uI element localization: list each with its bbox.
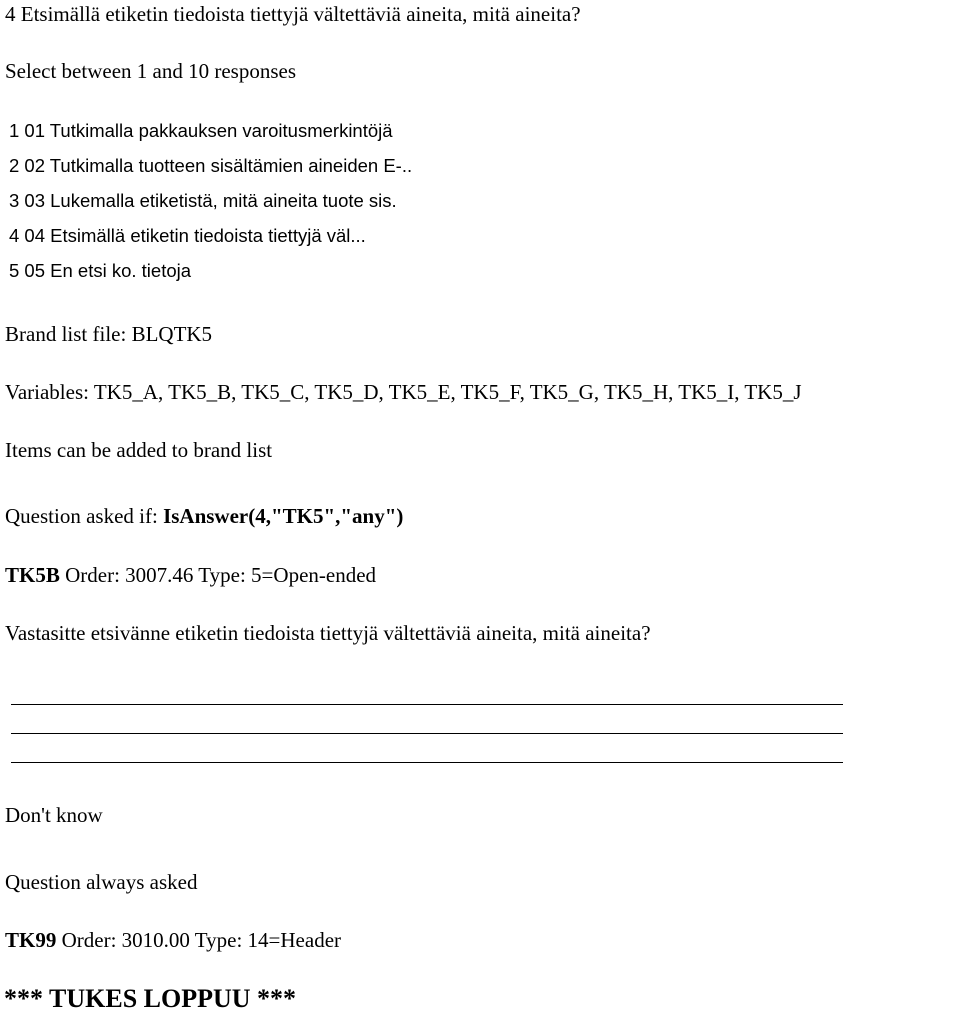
asked-note: Question always asked bbox=[5, 870, 198, 894]
question-4-text: 4 Etsimällä etiketin tiedoista tiettyjä vältettäviä aineita, mitä aineita? bbox=[5, 2, 581, 26]
items-note: Items can be added to brand list bbox=[5, 438, 273, 462]
response-option: 1 01 Tutkimalla pakkauksen varoitusmerkintöjä bbox=[9, 120, 393, 141]
variables-list: Variables: TK5_A, TK5_B, TK5_C, TK5_D, TK5_E, TK5_F, TK5_G, TK5_H, TK5_I, TK5_J bbox=[5, 380, 802, 404]
question-id: TK99 bbox=[5, 928, 57, 952]
answer-line bbox=[11, 733, 843, 734]
condition-expression: IsAnswer(4,"TK5","any") bbox=[163, 504, 404, 528]
brand-list-file: Brand list file: BLQTK5 bbox=[5, 322, 213, 346]
section-footer-header: *** TUKES LOPPUU *** bbox=[4, 984, 297, 1013]
select-info: Select between 1 and 10 responses bbox=[5, 59, 296, 83]
question-meta: Order: 3007.46 Type: 5=Open-ended bbox=[59, 563, 377, 587]
answer-line bbox=[11, 704, 843, 705]
question-condition bbox=[5, 504, 403, 528]
question-meta: Order: 3010.00 Type: 14=Header bbox=[56, 928, 342, 952]
response-option: 2 02 Tutkimalla tuotteen sisältämien aineiden E-.. bbox=[9, 155, 413, 176]
response-option: 3 03 Lukemalla etiketistä, mitä aineita tuote sis. bbox=[9, 190, 397, 211]
dont-know-option: Don't know bbox=[5, 803, 103, 827]
response-option: 5 05 En etsi ko. tietoja bbox=[9, 260, 192, 281]
response-option: 4 04 Etsimällä etiketin tiedoista tiettyjä väl... bbox=[9, 225, 366, 246]
question-header-tk5b bbox=[5, 563, 376, 587]
condition-label: Question asked if: bbox=[5, 504, 164, 528]
question-header-tk99 bbox=[5, 928, 341, 952]
question-tk5b-text: Vastasitte etsivänne etiketin tiedoista tiettyjä vältettäviä aineita, mitä aineita? bbox=[5, 621, 651, 645]
question-id: TK5B bbox=[5, 563, 60, 587]
answer-line bbox=[11, 762, 843, 763]
